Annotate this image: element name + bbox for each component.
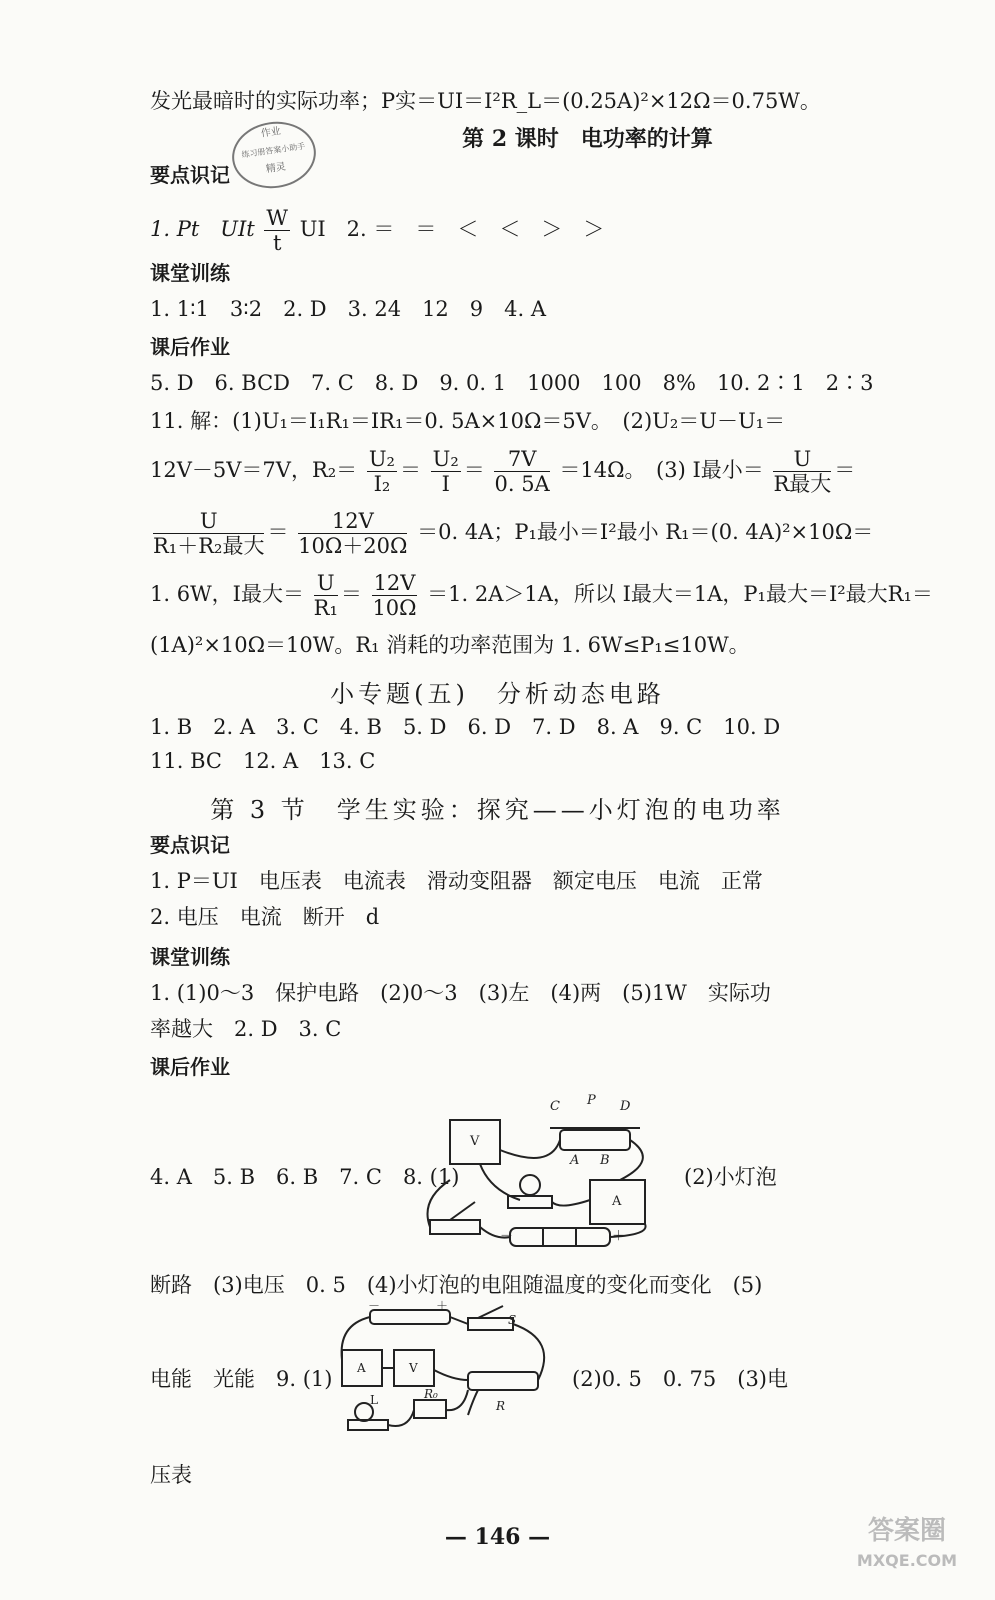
subheading: 课后作业 — [150, 335, 230, 359]
text-line: 1. 1∶1 3∶2 2. D 3. 24 12 9 4. A — [150, 297, 547, 321]
text-line: 11. BC 12. A 13. C — [150, 749, 376, 773]
watermark-logo: 答案圈 MXQE.COM — [856, 1516, 958, 1570]
label-plus: ＋ — [436, 1300, 449, 1313]
label-v: V — [470, 1134, 480, 1149]
section-title: 第 3 节 学生实验：探究——小灯泡的电功率 — [210, 796, 785, 824]
text-line: 断路 (3)电压 0. 5 (4)小灯泡的电阻随温度的变化而变化 (5) — [150, 1273, 763, 1297]
text-line: 1. (1)0～3 保护电路 (2)0～3 (3)左 (4)两 (5)1W 实际功 — [150, 981, 771, 1005]
resistor-r0 — [414, 1400, 446, 1418]
text-line: $\frac{U}{\text{R₁＋R₂最大}}$ ＝ $\frac{12V}{10\Omega+20\Omega}$ ＝0. 4A；P₁最小＝I²最小 R₁＝(0. 4A)²×10Ω＝ — [153, 509, 874, 558]
text-line: 1. P＝UI 电压表 电流表 滑动变阻器 额定电压 电流 正常 — [150, 869, 763, 893]
text-line: 5. D 6. BCD 7. C 8. D 9. 0. 1 1000 100 8% 10. 2∶1 2∶3 — [150, 371, 874, 395]
text-line: (2)0. 5 0. 75 (3)电 — [572, 1367, 788, 1391]
section-title: 小专题(五) 分析动态电路 — [330, 680, 665, 708]
text-line: 1. Pt UIt $\frac{W}{t}$ UI 2. ＝ ＝ ＜ ＜ ＞ ＞ — [150, 206, 605, 255]
label-ammeter: A — [357, 1361, 366, 1375]
label-plus: ＋ — [612, 1229, 626, 1244]
text-line: 12V－5V＝7V，R₂＝ $\frac{\text{U₂}}{\text{I₂}}$ ＝ $\frac{\text{U₂}}{I}$ ＝ $\frac{7V}{0. 5A}$ ＝14Ω。 (3) I最小＝ $\frac{U}{\text{R最大}}$ ＝ — [150, 447, 856, 496]
section-title: 第 2 课时 电功率的计算 — [462, 126, 713, 152]
label-d: D — [620, 1099, 631, 1114]
stamp-seal: 作业 练习册答案小助手 精灵 — [228, 116, 320, 193]
battery — [510, 1228, 610, 1246]
text-line: 1. B 2. A 3. C 4. B 5. D 6. D 7. D 8. A 9. C 10. D — [150, 715, 781, 739]
text-line: 电能 光能 9. (1) — [150, 1367, 333, 1391]
label-minus: － — [368, 1300, 381, 1313]
label-lamp: L — [370, 1393, 378, 1407]
label-r0: R₀ — [424, 1387, 438, 1401]
label-r: R — [496, 1399, 506, 1413]
label-minus: － — [500, 1229, 514, 1244]
subheading: 课堂训练 — [150, 261, 230, 285]
subheading: 要点识记 — [150, 163, 230, 187]
text-line: 压表 — [150, 1463, 192, 1487]
rheostat-body — [468, 1372, 538, 1390]
text-line: (1A)²×10Ω＝10W。R₁ 消耗的功率范围为 1. 6W≤P₁≤10W。 — [150, 633, 750, 657]
switch-base — [468, 1318, 513, 1330]
subheading: 课后作业 — [150, 1055, 230, 1079]
label-p: P — [587, 1093, 596, 1108]
circuit-diagram-1 — [420, 1090, 670, 1260]
rheostat-body — [560, 1130, 630, 1150]
text-line: 4. A 5. B 6. B 7. C 8. (1) — [150, 1165, 460, 1189]
circuit-diagram-2 — [328, 1300, 560, 1450]
text-line: 率越大 2. D 3. C — [150, 1017, 342, 1041]
text-line: 1. 6W，I最大＝ $\frac{U}{\text{R₁}}$ ＝ $\frac{12V}{10\Omega}$ ＝1. 2A＞1A，所以 I最大＝1A，P₁最大＝I²最大R₁＝ — [150, 571, 933, 620]
label-s: S — [508, 1313, 517, 1327]
lamp — [520, 1175, 540, 1195]
text-line: 2. 电压 电流 断开 d — [150, 905, 380, 929]
label-ammeter: A — [612, 1194, 622, 1209]
label-a: A — [570, 1153, 580, 1168]
page-number: — 146 — — [444, 1524, 551, 1550]
label-b: B — [600, 1153, 610, 1168]
label-voltmeter: V — [409, 1361, 418, 1375]
subheading: 课堂训练 — [150, 945, 230, 969]
label-c: C — [550, 1099, 560, 1114]
subheading: 要点识记 — [150, 833, 230, 857]
text-line: 11. 解：(1)U₁＝I₁R₁＝IR₁＝0. 5A×10Ω＝5V。 (2)U₂＝U－U₁＝ — [150, 409, 786, 433]
text-line: (2)小灯泡 — [684, 1165, 777, 1189]
switch-base — [430, 1220, 480, 1234]
text-line: 发光最暗时的实际功率；P实＝UI＝I²R_L＝(0.25A)²×12Ω＝0.75W。 — [150, 89, 821, 113]
